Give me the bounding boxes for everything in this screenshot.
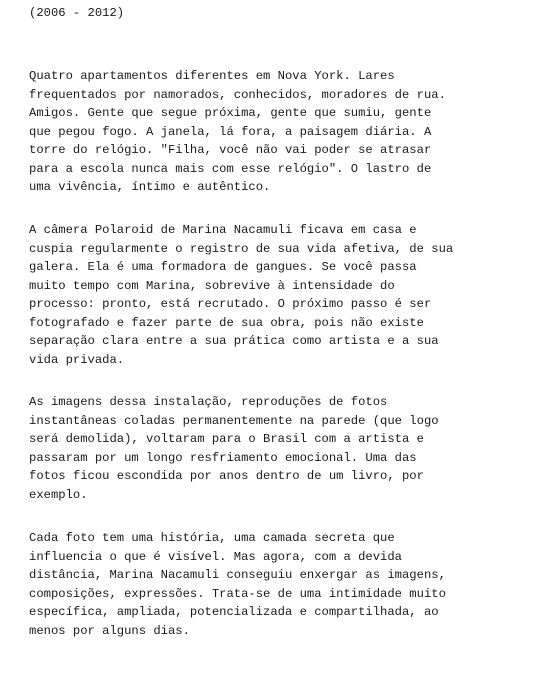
paragraph-line: passaram por um longo resfriamento emocional. Uma das <box>29 450 417 465</box>
paragraph-line: separação clara entre a sua prática como artista e a sua <box>29 334 439 348</box>
paragraph-line: uma vivência, íntimo e autêntico. <box>29 180 271 194</box>
paragraph-line: menos por alguns dias. <box>29 623 190 638</box>
paragraph-line: torre do relógio. "Filha, você não vai poder se atrasar <box>29 143 432 157</box>
paragraph-line: que pegou fogo. A janela, lá fora, a paisagem diária. A <box>29 124 432 139</box>
paragraph-line: Cada foto tem uma história, uma camada secreta que <box>29 531 395 545</box>
paragraph-line: processo: pronto, está recrutado. O próximo passo é ser <box>29 297 432 311</box>
paragraph-line: frequentados por namorados, conhecidos, moradores de rua. <box>29 87 446 102</box>
paragraph-line: exemplo. <box>29 487 88 502</box>
paragraph-line: A câmera Polaroid de Marina Nacamuli ficava em casa e <box>29 223 417 237</box>
paragraph-installation <box>29 393 519 504</box>
paragraph-line: será demolida), voltaram para o Brasil com a artista e <box>29 432 424 446</box>
paragraph-line: Amigos. Gente que segue próxima, gente que sumiu, gente <box>29 106 432 120</box>
paragraph-line: galera. Ela é uma formadora de gangues. Se você passa <box>29 260 417 274</box>
paragraph-apartments <box>29 67 519 197</box>
paragraph-line: Quatro apartamentos diferentes em Nova York. Lares <box>29 69 395 83</box>
date-range: (2006 - 2012) <box>29 6 125 20</box>
paragraph-line: instantâneas coladas permanentemente na parede (que logo <box>29 413 439 428</box>
paragraph-line: cuspia regularmente o registro de sua vida afetiva, de sua <box>29 241 454 256</box>
paragraph-line: específica, ampliada, potencializada e compartilhada, ao <box>29 605 439 619</box>
paragraph-line: composições, expressões. Trata-se de uma intimidade muito <box>29 586 446 601</box>
paragraph-line: influencia o que é visível. Mas agora, com a devida <box>29 549 402 564</box>
paragraph-line: vida privada. <box>29 352 125 367</box>
paragraph-line: muito tempo com Marina, sobrevive à intensidade do <box>29 278 395 293</box>
paragraph-line: distância, Marina Nacamuli conseguiu enxergar as imagens, <box>29 568 446 582</box>
paragraph-polaroid <box>29 221 519 369</box>
paragraph-line: fotografado e fazer parte de sua obra, pois não existe <box>29 315 424 330</box>
paragraph-line: As imagens dessa instalação, reproduções de fotos <box>29 395 388 409</box>
paragraph-line: fotos ficou escondida por anos dentro de um livro, por <box>29 469 424 483</box>
paragraph-line: para a escola nunca mais com esse relógio". O lastro de <box>29 161 432 176</box>
paragraph-each-photo <box>29 529 519 640</box>
